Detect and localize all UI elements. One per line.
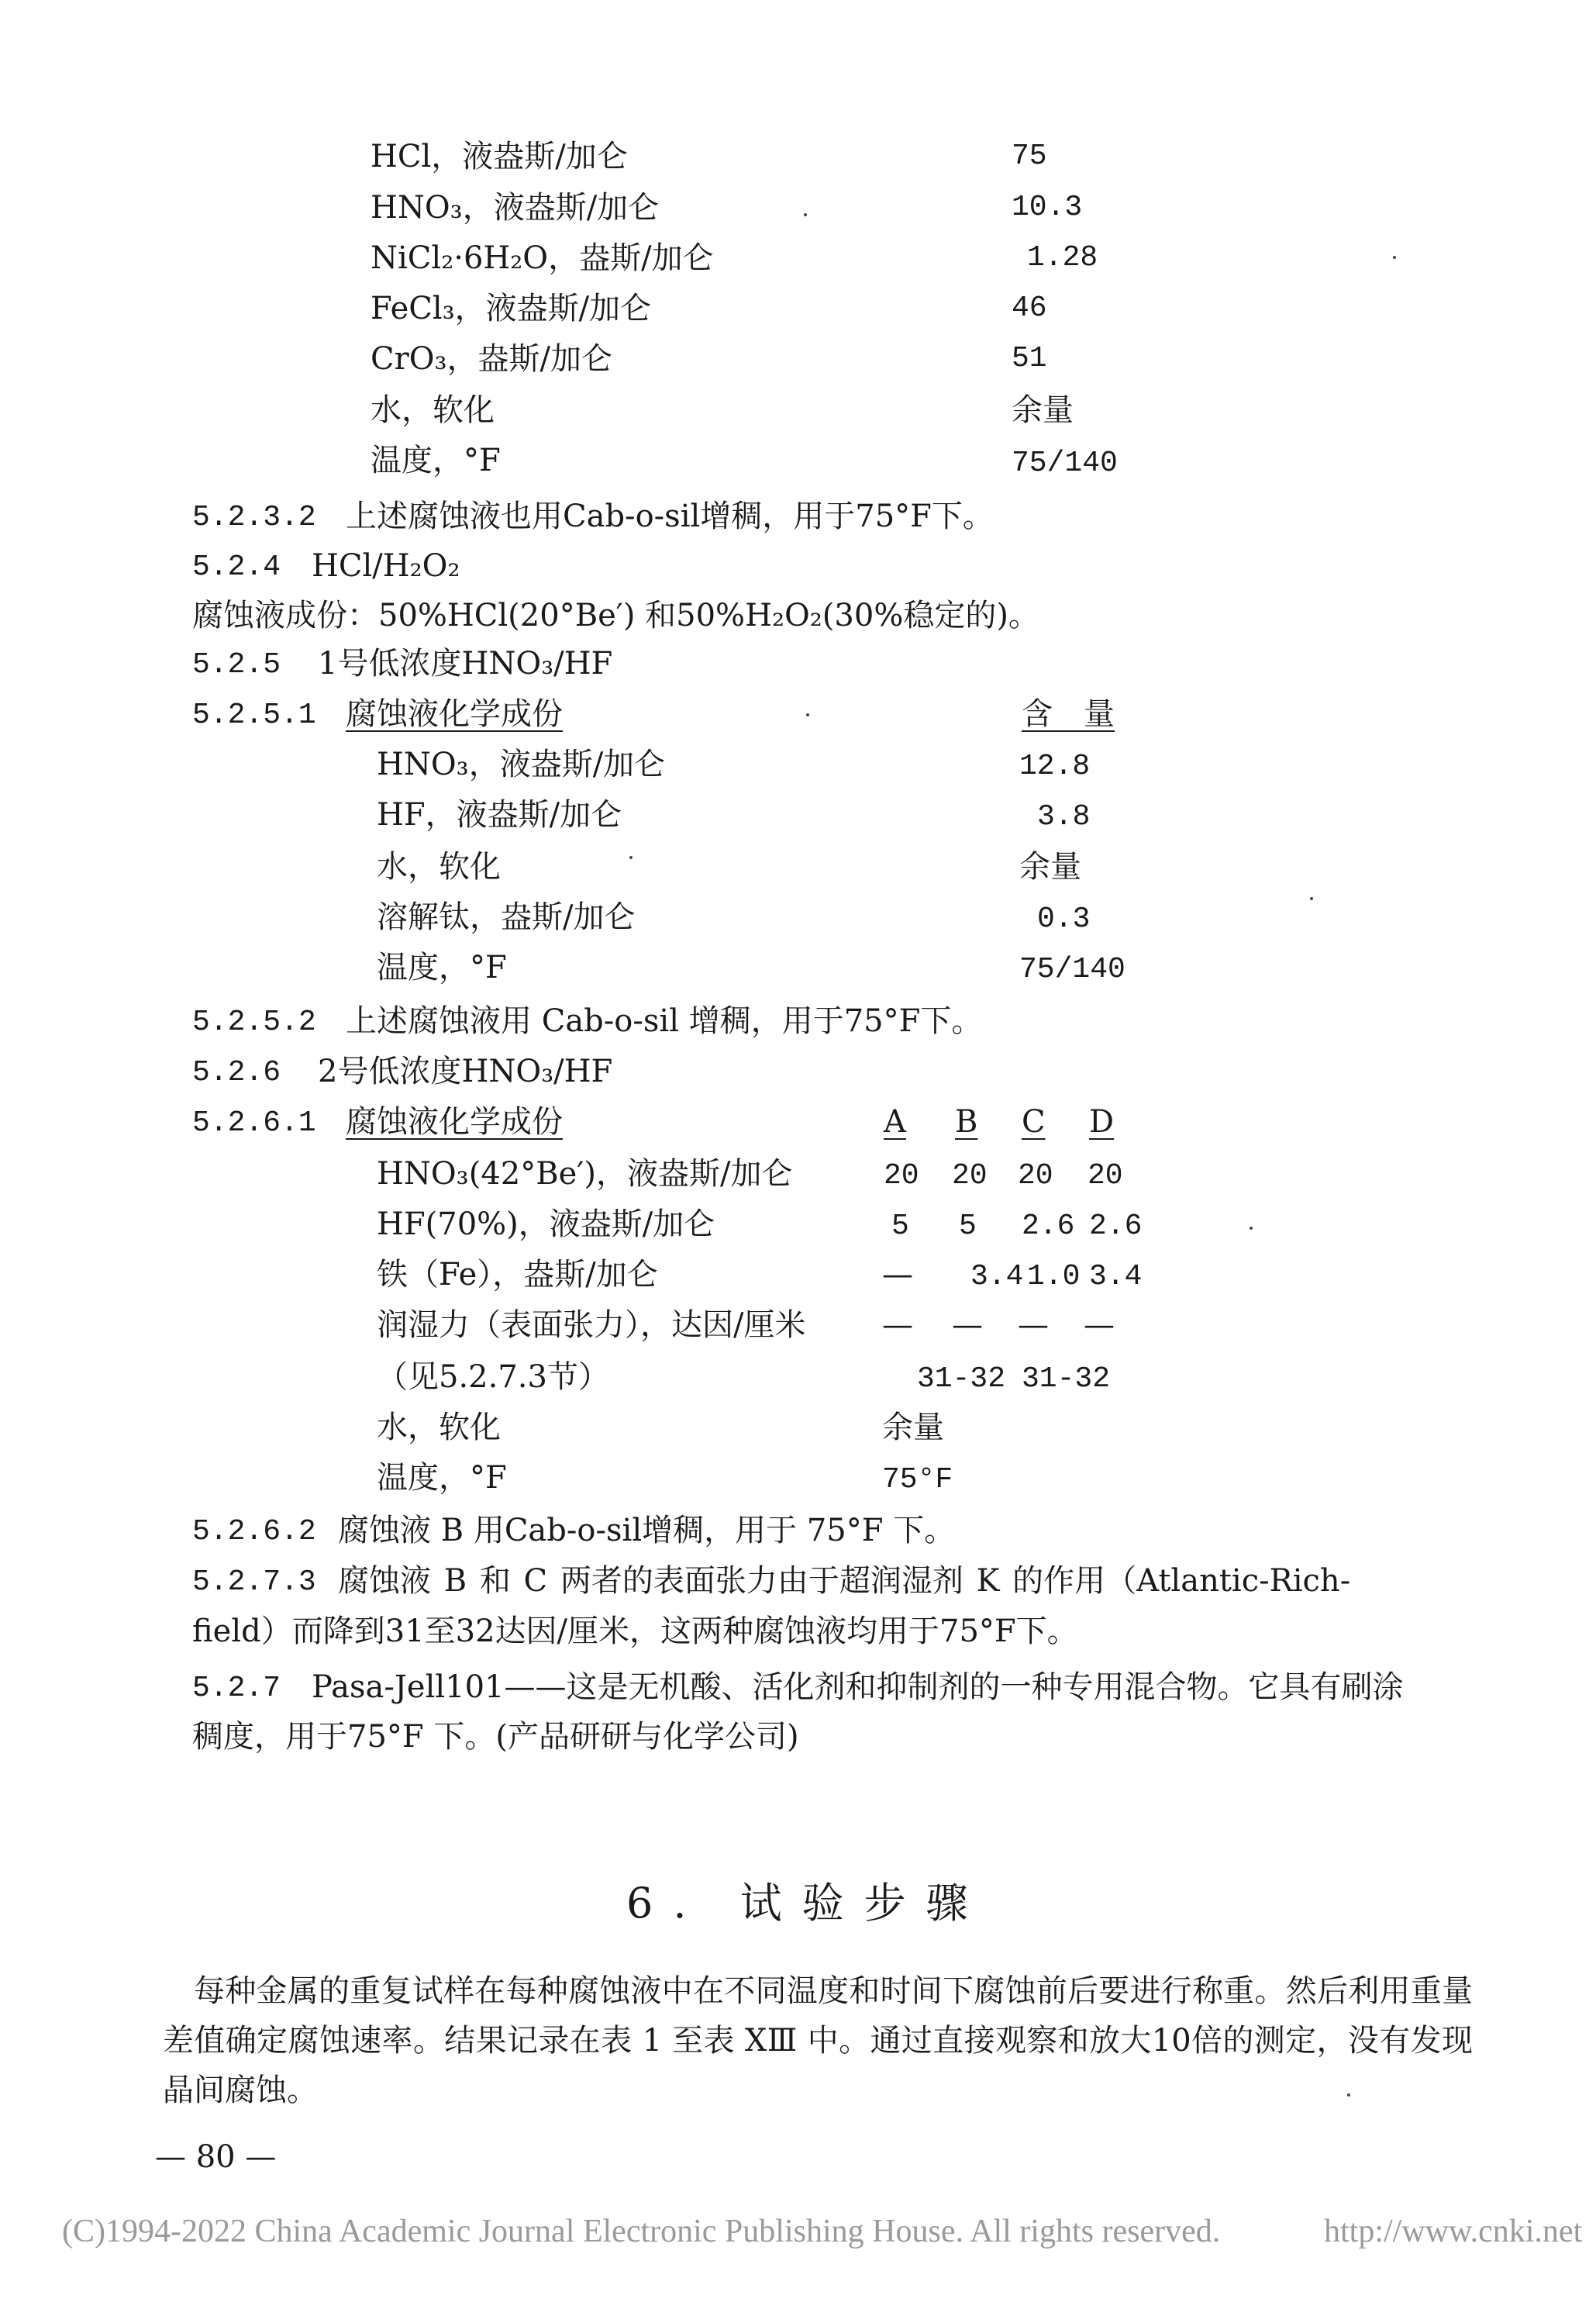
- source-url: http://www.cnki.net: [1324, 2214, 1583, 2249]
- list-item-name: FeCl₃，液盎斯/加仑: [371, 291, 652, 326]
- list-item-name: HF，液盎斯/加仑: [377, 797, 622, 833]
- list-item-value: 51: [1012, 342, 1047, 375]
- list-item-name: 温度，°F: [377, 950, 507, 985]
- section-title: HCl/H₂O₂: [312, 548, 460, 584]
- section-number: 5.2.6.1: [192, 1106, 316, 1140]
- section-text-continued: field）而降到31至32达因/厘米，这两种腐蚀液均用于75°F下。: [192, 1614, 1078, 1649]
- cell-a: —: [882, 1307, 913, 1343]
- list-item-name: 温度，°F: [371, 443, 501, 478]
- column-header-a: A: [884, 1104, 906, 1140]
- cell-c: 1.0: [1027, 1260, 1081, 1293]
- section-number: 5.2.4: [192, 551, 281, 584]
- cell-c: 2.6: [1022, 1210, 1075, 1243]
- cell-c: 31-32: [1022, 1362, 1111, 1396]
- list-item-name: HNO₃，液盎斯/加仑: [377, 747, 666, 782]
- body-paragraph: 每种金属的重复试样在每种腐蚀液中在不同温度和时间下腐蚀前后要进行称重。然后利用重量差值确定腐蚀速率。结果记录在表 1 至表 XⅢ 中。通过直接观察和放大10倍的测定，没有发现晶间腐蚀。: [163, 1973, 1473, 2108]
- cell-d: 20: [1088, 1159, 1123, 1192]
- row-label: HNO₃(42°Be′)，液盎斯/加仑: [377, 1156, 793, 1192]
- list-item-value: 12.8: [1019, 750, 1091, 783]
- row-value: 余量: [882, 1410, 944, 1445]
- cell-a: 20: [884, 1159, 919, 1192]
- scan-speck: [1347, 2093, 1350, 2097]
- scan-speck: [1393, 256, 1396, 259]
- list-item-value: 0.3: [1037, 903, 1091, 936]
- cell-b: 3.4: [970, 1260, 1024, 1293]
- row-label: 温度，°F: [377, 1460, 507, 1496]
- scan-speck: [1250, 1227, 1253, 1230]
- cell-d: 2.6: [1089, 1210, 1143, 1243]
- cell-b: 5: [959, 1210, 977, 1243]
- list-item-value: 75/140: [1012, 447, 1118, 480]
- list-item-name: 溶解钛，盎斯/加仑: [377, 899, 636, 935]
- section-number: 5.2.6.2: [192, 1515, 316, 1548]
- row-value: 75°F: [882, 1463, 953, 1496]
- section-text-continued: 稠度，用于75°F 下。(产品研研与化学公司): [192, 1719, 799, 1755]
- cell-a: 5: [891, 1210, 909, 1243]
- list-item-name: NiCl₂·6H₂O，盎斯/加仑: [371, 240, 714, 276]
- cell-d: 3.4: [1089, 1260, 1143, 1293]
- section-number: 5.2.6: [192, 1056, 281, 1089]
- column-header-c: C: [1022, 1104, 1046, 1140]
- scan-speck: [804, 213, 807, 216]
- row-label: 水，软化: [377, 1410, 501, 1445]
- cell-c: —: [1018, 1307, 1049, 1343]
- scan-speck: [806, 713, 809, 716]
- section-number: 5.2.5.1: [192, 699, 316, 732]
- list-item-name: HCl，液盎斯/加仑: [371, 139, 628, 174]
- list-item-name: 水，软化: [371, 392, 495, 428]
- section-title: 2号低浓度HNO₃/HF: [318, 1054, 613, 1089]
- column-header: 含 量: [1022, 696, 1115, 732]
- row-label: HF(70%)，液盎斯/加仑: [377, 1206, 715, 1242]
- row-label: （见5.2.7.3节）: [377, 1359, 609, 1395]
- list-item-value: 余量: [1012, 392, 1074, 428]
- row-label: 铁（Fe），盎斯/加仑: [377, 1257, 658, 1293]
- column-header-b: B: [955, 1104, 978, 1140]
- column-label: 腐蚀液化学成份: [346, 696, 563, 732]
- section-title: 1号低浓度HNO₃/HF: [318, 646, 613, 682]
- section-text: 腐蚀液 B 用Cab-o-sil增稠，用于 75°F 下。: [338, 1513, 956, 1548]
- cell-d: —: [1084, 1307, 1115, 1343]
- section-heading: 6. 试验步骤: [626, 1879, 988, 1928]
- list-item-value: 46: [1012, 292, 1047, 325]
- cell-c: 20: [1018, 1159, 1053, 1192]
- section-body: 腐蚀液成份：50%HCl(20°Be′) 和50%H₂O₂(30%稳定的)。: [192, 598, 1039, 633]
- list-item-value: 3.8: [1037, 800, 1091, 834]
- list-item-name: 水，软化: [377, 849, 501, 885]
- column-header-d: D: [1089, 1104, 1115, 1140]
- list-item-value: 10.3: [1012, 191, 1083, 224]
- scan-speck: [629, 856, 633, 859]
- section-number: 5.2.7.3: [192, 1565, 316, 1599]
- list-item-value: 75/140: [1019, 953, 1125, 986]
- cell-a: —: [882, 1257, 913, 1293]
- list-item-value: 1.28: [1027, 241, 1098, 274]
- list-item-value: 余量: [1019, 849, 1081, 885]
- section-text: Pasa-Jell101——这是无机酸、活化剂和抑制剂的一种专用混合物。它具有刷涂: [312, 1669, 1404, 1705]
- section-number: 5.2.7: [192, 1672, 281, 1705]
- column-label: 腐蚀液化学成份: [346, 1104, 563, 1140]
- cell-b: 31-32: [917, 1362, 1006, 1396]
- section-text: 上述腐蚀液用 Cab-o-sil 增稠，用于75°F下。: [346, 1003, 983, 1039]
- section-text: 上述腐蚀液也用Cab-o-sil增稠，用于75°F下。: [346, 499, 994, 534]
- list-item-name: HNO₃，液盎斯/加仑: [371, 190, 660, 226]
- section-number: 5.2.5: [192, 648, 281, 682]
- section-text: 腐蚀液 B 和 C 两者的表面张力由于超润湿剂 K 的作用（Atlantic-Rich-: [338, 1563, 1351, 1599]
- list-item-value: 75: [1012, 140, 1047, 173]
- cell-b: 20: [952, 1159, 988, 1192]
- page-number: — 80 —: [155, 2139, 277, 2175]
- copyright-notice: (C)1994-2022 China Academic Journal Electronic Publishing House. All rights reserved.: [62, 2214, 1221, 2249]
- section-number: 5.2.5.2: [192, 1006, 316, 1039]
- scan-speck: [1310, 897, 1313, 900]
- row-label: 润湿力（表面张力），达因/厘米: [377, 1307, 806, 1343]
- list-item-name: CrO₃，盎斯/加仑: [371, 341, 613, 377]
- cell-b: —: [952, 1307, 983, 1343]
- section-number: 5.2.3.2: [192, 501, 316, 534]
